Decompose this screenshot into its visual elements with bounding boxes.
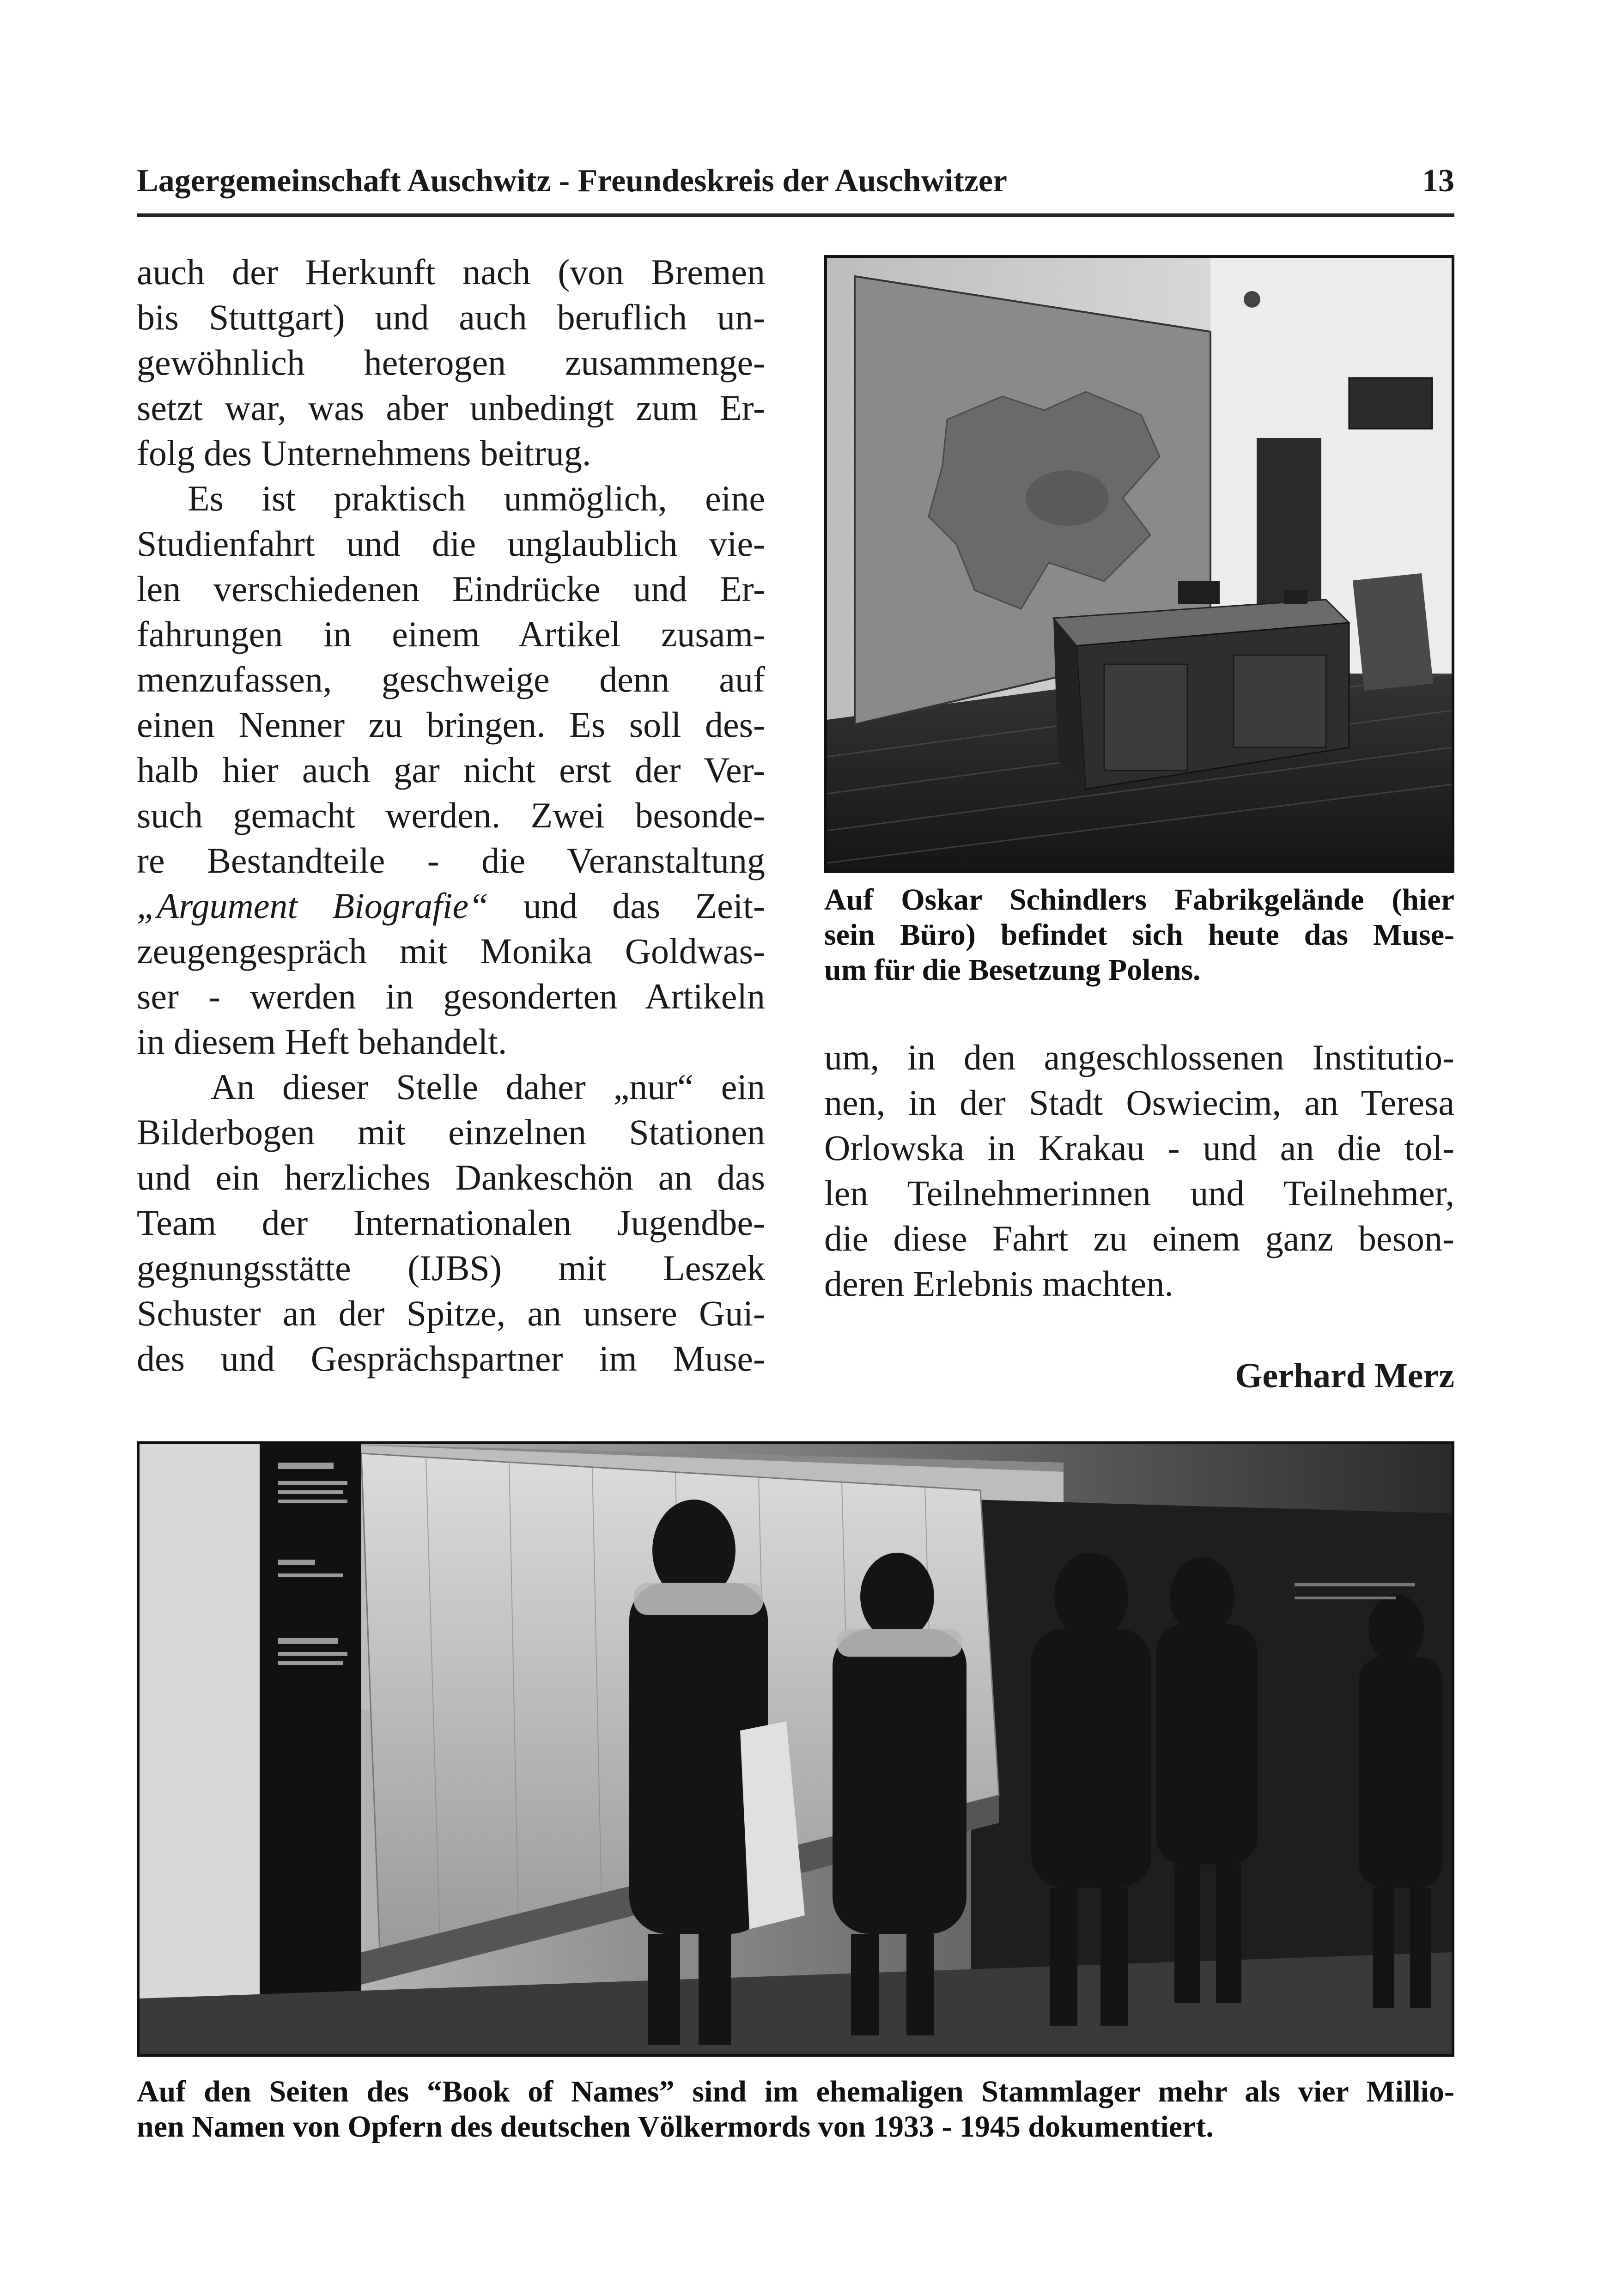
caption-line: Auf Oskar Schindlers Fabrikgelände (hier <box>824 883 1454 917</box>
text-line: folg des Unternehmens beitrug. <box>137 433 591 473</box>
photo-book-of-names <box>137 1441 1454 2057</box>
text-line: um, in den angeschlossenen Institutio- <box>824 1037 1454 1077</box>
text-fragment: und das Zeit- <box>488 886 765 926</box>
text-line: und ein herzliches Dankeschön an das <box>137 1157 765 1197</box>
article-left-column <box>137 249 765 1381</box>
text-line: Orlowska in Krakau - und an die tol- <box>824 1128 1454 1168</box>
text-line: Studienfahrt und die unglaublich vie- <box>137 523 765 564</box>
text-line: re Bestandteile - die Veranstaltung <box>137 840 765 881</box>
text-line: auch der Herkunft nach (von Bremen <box>137 252 765 292</box>
text-line: deren Erlebnis machten. <box>824 1263 1173 1304</box>
event-title: „Argument Biografie“ <box>137 886 489 926</box>
photo-caption-bottom <box>137 2074 1454 2144</box>
text-line: len Teilnehmerinnen und Teilnehmer, <box>824 1173 1454 1213</box>
text-line: setzt war, was aber unbedingt zum Er- <box>137 388 765 428</box>
text-line: gegnungsstätte (IJBS) mit Leszek <box>137 1248 765 1288</box>
text-line: fahrungen in einem Artikel zusam- <box>137 614 765 654</box>
text-line: halb hier auch gar nicht erst der Ver- <box>137 750 765 790</box>
text-line: gewöhnlich heterogen zusammenge- <box>137 342 765 383</box>
text-line: len verschiedenen Eindrücke und Er- <box>137 569 765 609</box>
text-line: zeugengespräch mit Monika Goldwas- <box>137 931 765 971</box>
text-line: bis Stuttgart) und auch beruflich un- <box>137 297 765 337</box>
article-right-column <box>824 1035 1454 1306</box>
text-line: Schuster an der Spitze, an unsere Gui- <box>137 1293 765 1333</box>
text-line: ser - werden in gesonderten Artikeln <box>137 976 765 1016</box>
office-photo-illustration <box>827 258 1452 870</box>
text-line: in diesem Heft behandelt. <box>137 1021 507 1062</box>
text-line: nen, in der Stadt Oswiecim, an Teresa <box>824 1082 1454 1123</box>
text-line: Team der Internationalen Jugendbe- <box>137 1203 765 1243</box>
photo-caption-top <box>824 882 1454 988</box>
text-line: Bilderbogen mit einzelnen Stationen <box>137 1112 765 1152</box>
text-line: such gemacht werden. Zwei besonde- <box>137 795 765 835</box>
text-line: die diese Fahrt zu einem ganz beson- <box>824 1218 1454 1258</box>
text-line: Es ist praktisch unmöglich, eine <box>188 478 765 518</box>
photo-schindler-office <box>824 255 1454 873</box>
caption-line: nen Namen von Opfern des deutschen Völkermords von 1933 - 1945 dokumentiert. <box>137 2110 1214 2144</box>
book-of-names-photo-illustration <box>140 1444 1452 2054</box>
header-title: Lagergemeinschaft Auschwitz - Freundeskreis der Auschwitzer <box>137 163 1007 199</box>
text-line: einen Nenner zu bringen. Es soll des- <box>137 705 765 745</box>
page-number: 13 <box>1422 163 1454 199</box>
text-line <box>137 883 765 929</box>
text-line: An dieser Stelle daher „nur“ ein <box>211 1067 765 1107</box>
text-line: des und Gesprächspartner im Muse- <box>137 1338 765 1379</box>
text-line: menzufassen, geschweige denn auf <box>137 659 765 699</box>
caption-line: um für die Besetzung Polens. <box>824 953 1201 987</box>
caption-line: sein Büro) befindet sich heute das Muse- <box>824 918 1454 952</box>
running-header <box>137 163 1454 217</box>
article-author: Gerhard Merz <box>1235 1356 1454 1395</box>
caption-line: Auf den Seiten des “Book of Names” sind im ehemaligen Stammlager mehr als vier Millio- <box>137 2075 1454 2108</box>
